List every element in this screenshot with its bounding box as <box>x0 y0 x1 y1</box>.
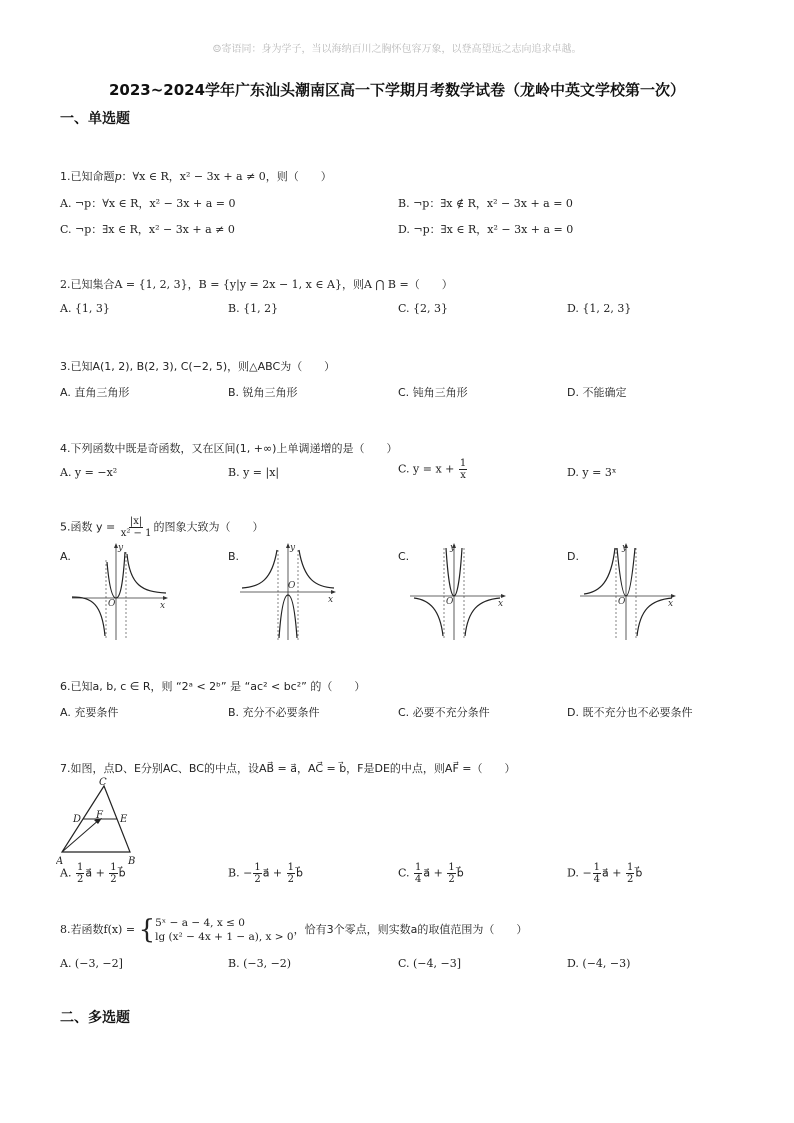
curve-right <box>299 550 334 588</box>
y-label: y <box>118 543 124 553</box>
origin-label: O <box>618 597 626 607</box>
q4-option-a[interactable]: A. y = −x² <box>60 466 118 479</box>
frac-den: 4 <box>415 874 422 885</box>
x-label: x <box>498 599 504 609</box>
y-label: y <box>622 543 628 553</box>
q7-option-d-label: D. <box>567 866 579 880</box>
q7-option-b[interactable] <box>228 862 303 885</box>
label-b: B <box>128 856 136 866</box>
sign: − <box>243 866 253 880</box>
term-b: b⃗ <box>118 866 126 880</box>
q7-option-a[interactable] <box>60 862 126 885</box>
x-axis-arrow <box>671 594 676 598</box>
q3-option-b[interactable]: B. 锐角三角形 <box>228 386 298 399</box>
x-label: x <box>328 595 334 605</box>
y-label: y <box>450 543 456 553</box>
q1-stem-mid: ： <box>121 170 133 183</box>
q5-frac-num: |x| <box>129 516 143 527</box>
x-axis-arrow <box>163 596 168 600</box>
frac-num: 1 <box>448 862 455 873</box>
q4-frac-den: x <box>460 470 466 481</box>
section-single-choice: 一、单选题 <box>60 111 130 127</box>
brace-icon: { <box>138 915 156 945</box>
q1-option-a[interactable]: A. ¬p：∀x ∈ R，x² − 3x + a = 0 <box>60 197 236 210</box>
q6-option-a[interactable]: A. 充要条件 <box>60 706 119 719</box>
q4-option-d[interactable]: D. y = 3ˣ <box>567 466 617 479</box>
q8-stem-post: ，恰有3个零点，则实数a的取值范围为（ ） <box>293 923 528 936</box>
q5-graph-b[interactable] <box>240 540 340 640</box>
frac-num: 1 <box>254 862 261 873</box>
q3-option-c[interactable]: C. 钝角三角形 <box>398 386 468 399</box>
q8-option-d[interactable]: D. (−4, −3) <box>567 957 631 970</box>
q7-option-b-label: B. <box>228 866 240 880</box>
q2-option-a[interactable]: A. {1, 3} <box>60 302 110 315</box>
curve-left <box>414 598 443 636</box>
page-title: 2023~2024学年广东汕头潮南区高一下学期月考数学试卷（龙岭中英文学校第一次） <box>108 81 686 99</box>
sign: − <box>582 866 592 880</box>
q8-option-b[interactable]: B. (−3, −2) <box>228 957 292 970</box>
curve-left <box>72 597 105 636</box>
q2-option-c[interactable]: C. {2, 3} <box>398 302 449 315</box>
section-multi-choice: 二、多选题 <box>60 1010 130 1026</box>
term-b: b⃗ <box>456 866 464 880</box>
q5-stem-pre: 5.函数 y = <box>60 520 116 534</box>
term-a: a⃗ + <box>85 866 105 880</box>
origin-label: O <box>446 597 454 607</box>
q5-option-a-label[interactable]: A. <box>60 550 71 563</box>
q1-option-d[interactable]: D. ¬p：∃x ∈ R，x² − 3x + a = 0 <box>398 223 574 236</box>
q3-option-d[interactable]: D. 不能确定 <box>567 386 627 399</box>
q8-stem <box>60 916 527 944</box>
frac-num: 1 <box>627 862 634 873</box>
q5-option-c-label[interactable]: C. <box>398 550 410 563</box>
q5-graph-d[interactable] <box>580 540 680 640</box>
q4-option-b[interactable]: B. y = |x| <box>228 466 280 479</box>
q2-option-d[interactable]: D. {1, 2, 3} <box>567 302 632 315</box>
label-c: C <box>99 777 107 788</box>
frac-den: 2 <box>254 874 261 885</box>
x-axis-arrow <box>501 594 506 598</box>
q7-option-d[interactable] <box>567 862 642 885</box>
curve-left <box>584 548 615 594</box>
frac-den: 4 <box>593 874 601 885</box>
q1-stem: 1.已知命题p：∀x ∈ R，x² − 3x + a ≠ 0，则（ ） <box>60 170 332 183</box>
term-b: b⃗ <box>635 866 643 880</box>
frac-num: 1 <box>415 862 422 873</box>
q7-stem: 7.如图，点D、E分别AC、BC的中点，设AB⃗ = a⃗，AC⃗ = b⃗，F是DE的中点，则AF⃗ =（ ） <box>60 762 516 775</box>
motto-header: ☺寄语同：身为学子，当以海纳百川之胸怀包容万象，以登高望远之志向追求卓越。 <box>212 44 582 55</box>
q2-option-b[interactable]: B. {1, 2} <box>228 302 279 315</box>
curve-right <box>465 598 500 636</box>
q5-option-d-label[interactable]: D. <box>567 550 579 563</box>
origin-label: O <box>108 599 116 609</box>
q8-case-1: 5ˣ − a − 4, x ≤ 0 <box>155 917 245 929</box>
curve-right <box>127 554 166 593</box>
label-e: E <box>120 814 128 825</box>
q6-option-d[interactable]: D. 既不充分也不必要条件 <box>567 706 693 719</box>
q8-case-2: lg (x² − 4x + 1 − a), x > 0 <box>155 931 294 943</box>
x-label: x <box>160 601 166 611</box>
term-b: b⃗ <box>296 866 304 880</box>
q5-option-b-label[interactable]: B. <box>228 550 240 563</box>
curve-left <box>242 550 277 588</box>
q3-option-a[interactable]: A. 直角三角形 <box>60 386 130 399</box>
q7-option-c[interactable] <box>398 862 464 885</box>
q5-stem-post: 的图象大致为（ ） <box>153 520 264 534</box>
q5-graph-c[interactable] <box>410 540 510 640</box>
q8-stem-pre: 8.若函数f(x) = <box>60 923 136 936</box>
x-label: x <box>668 599 674 609</box>
q6-option-b[interactable]: B. 充分不必要条件 <box>228 706 320 719</box>
q6-stem: 6.已知a, b, c ∈ R，则 “2ᵃ < 2ᵇ” 是 “ac² < bc²” 的（ ） <box>60 680 366 693</box>
frac-den: 2 <box>287 874 295 885</box>
label-f: F <box>96 810 103 821</box>
term-a: a⃗ + <box>262 866 283 880</box>
frac-num: 1 <box>593 862 601 873</box>
frac-den: 2 <box>448 874 455 885</box>
q4-frac-num: 1 <box>459 458 467 469</box>
q4-option-c-label: C. <box>398 462 410 476</box>
q7-triangle-figure <box>56 776 146 866</box>
term-a: a⃗ + <box>602 866 622 880</box>
q4-stem: 4.下列函数中既是奇函数，又在区间(1, +∞)上单调递增的是（ ） <box>60 442 398 455</box>
q5-frac-den: x² − 1 <box>120 528 152 539</box>
q1-stem-pre: 1.已知命题 <box>60 170 115 183</box>
label-a: A <box>56 856 64 866</box>
curve-right <box>637 598 672 636</box>
q8-option-c[interactable]: C. (−4, −3] <box>398 957 462 970</box>
origin-label: O <box>288 581 296 591</box>
q4-option-c-expr: y = x + <box>413 462 455 476</box>
y-label: y <box>290 543 296 553</box>
q1-option-c[interactable]: C. ¬p：∃x ∈ R，x² − 3x + a ≠ 0 <box>60 223 235 236</box>
q2-stem: 2.已知集合A = {1, 2, 3}，B = {y|y = 2x − 1, x ∈ A}，则A ⋂ B =（ ） <box>60 278 453 291</box>
q1-stem-cond: ∀x ∈ R，x² − 3x + a ≠ 0，则（ ） <box>132 170 332 183</box>
q5-stem <box>60 516 263 539</box>
frac-den: 2 <box>627 874 634 885</box>
frac-num: 1 <box>287 862 295 873</box>
q7-option-a-label: A. <box>60 866 72 880</box>
q4-option-c[interactable] <box>398 458 468 481</box>
q1-option-b[interactable]: B. ¬p：∃x ∉ R，x² − 3x + a = 0 <box>398 197 573 210</box>
q6-option-c[interactable]: C. 必要不充分条件 <box>398 706 490 719</box>
frac-num: 1 <box>110 862 117 873</box>
label-d: D <box>73 814 82 825</box>
frac-den: 2 <box>76 874 84 885</box>
q5-graph-a[interactable] <box>72 540 172 640</box>
term-a: a⃗ + <box>423 866 443 880</box>
frac-num: 1 <box>76 862 84 873</box>
q8-option-a[interactable]: A. (−3, −2] <box>60 957 123 970</box>
frac-den: 2 <box>110 874 117 885</box>
q3-stem: 3.已知A(1, 2), B(2, 3), C(−2, 5)，则△ABC为（ ） <box>60 360 336 373</box>
q7-option-c-label: C. <box>398 866 410 880</box>
x-axis-arrow <box>331 590 336 594</box>
